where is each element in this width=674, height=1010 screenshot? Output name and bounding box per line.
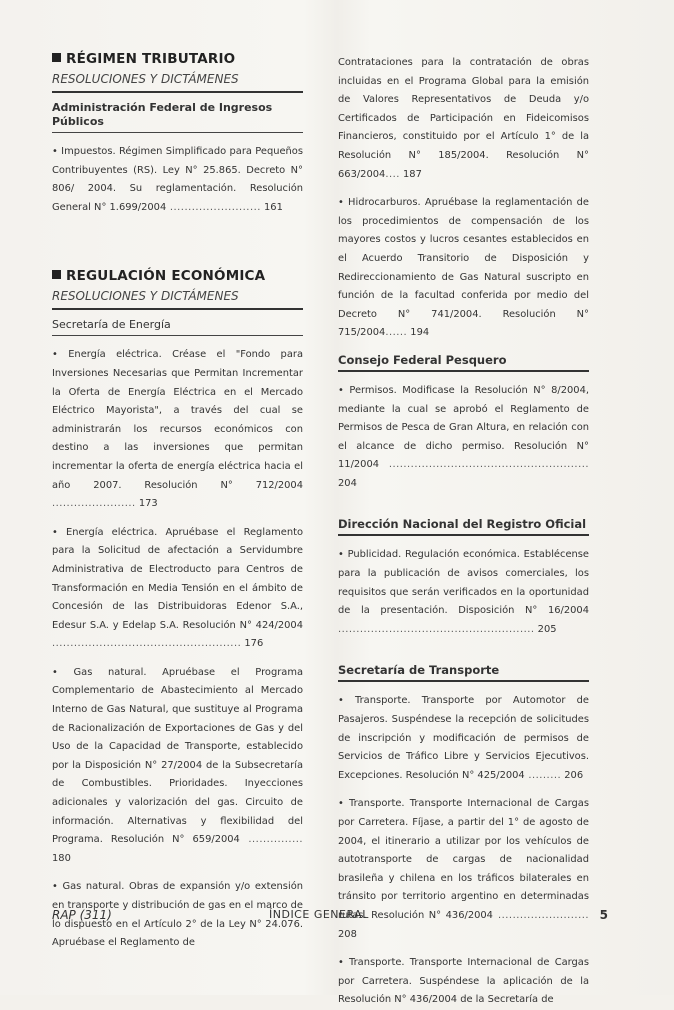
index-entry: • Gas natural. Obras de expansión y/o extensión en transporte y distribución de gas en el marco de lo dispuesto en el Artículo 2° de la Ley N° 24.076. Apruébase el Reglamento de: [52, 881, 303, 949]
footer-section-name: ÍNDICE GENERAL: [269, 908, 369, 921]
index-entry: • Transporte. Transporte por Automotor de Pasajeros. Suspéndese la recepción de solicitudes de inscripción y modificación de permisos de Servicios de Tráfico Libre y Servicios Ejecutivos. Excepciones. Resolución N° 425/2004 ......... 206: [338, 695, 589, 781]
section-subtitle: RESOLUCIONES Y DICTÁMENES: [52, 71, 303, 93]
section-subtitle: RESOLUCIONES Y DICTÁMENES: [52, 288, 303, 310]
square-bullet-icon: [52, 270, 61, 279]
square-bullet-icon: [52, 53, 61, 62]
page-number: 173: [138, 498, 158, 510]
agency-heading-energia: Secretaría de Energía: [52, 318, 303, 336]
index-entry: • Permisos. Modificase la Resolución N° 8/2004, mediante la cual se aprobó el Reglamento de Permisos de Pesca de Gran Altura, en relación con el alcance de dicho permiso. Resolución N° 11/2004 ....................................................... 204: [338, 384, 589, 489]
left-column: [52, 50, 303, 953]
index-entry: • Publicidad. Regulación económica. Establécense para la publicación de avisos comerciales, los requisitos que serán verificados en la oportunidad de la presentación. Disposición N° 16/2004 ...................................................... 205: [338, 549, 589, 635]
agency-heading-transporte: Secretaría de Transporte: [338, 663, 589, 682]
page-number: 161: [264, 201, 283, 213]
page-number: 176: [244, 638, 264, 650]
index-entry: • Transporte. Transporte Internacional de Cargas por Carretera. Fíjase, a partir del 1° de agosto de 2004, el itinerario a utilizar por los vehículos de autotransporte de cargas de nacionalidad brasileña y chilena en los tráficos bilaterales en tránsito por territorio argentino en determinadas rutas. Resolución N° 436/2004 ......................... 208: [338, 798, 589, 940]
agency-heading-pesquero: Consejo Federal Pesquero: [338, 353, 589, 372]
page-number: 208: [338, 928, 357, 940]
index-entry: • Energía eléctrica. Créase el "Fondo para Inversiones Necesarias que Permitan Incrementar la Oferta de Energía Eléctrica en el Mercado Eléctrico Mayorista", a través del cual se administrarán los recursos económicos con destino a las inversiones que permitan incrementar la oferta de energía eléctrica hacia el año 2007. Resolución N° 712/2004 ....................... 173: [52, 349, 303, 510]
page-number: 180: [52, 852, 71, 864]
page-number: 206: [564, 769, 584, 781]
footer-page-number: 5: [599, 908, 608, 922]
page-number: 194: [410, 327, 430, 339]
index-entry: • Gas natural. Apruébase el Programa Complementario de Abastecimiento al Mercado Interno de Gas Natural, que sustituye al Programa de Racionalización de Exportaciones de Gas y del Uso de la Capacidad de Transporte, establecido por la Disposición N° 27/2004 de la Subsecretaría de Combustibles. Prioridades. Inyecciones adicionales y valorización del gas. Circuito de información. Alternativas y flexibilidad del Programa. Resolución N° 659/2004 ............... 180: [52, 666, 303, 864]
index-entry: • Energía eléctrica. Apruébase el Reglamento para la Solicitud de afectación a Servidumbre Administrativa de Electroducto para Centros de Transformación en Media Tensión en el ámbito de Concesión de las Distribuidoras Edenor S.A., Edesur S.A. y Edelap S.A. Resolución N° 424/2004 .................................................... 176: [52, 526, 303, 650]
right-column: [338, 50, 589, 1010]
page-number: 205: [537, 623, 557, 635]
page-number: 187: [403, 168, 422, 180]
agency-heading-afip: Administración Federal de Ingresos Públicos: [52, 101, 303, 133]
section-title-regulacion-economica: REGULACIÓN ECONÓMICA: [52, 267, 303, 285]
index-entry: Contrataciones para la contratación de obras incluidas en el Programa Global para la emisión de Valores Representativos de Deuda y/o Certificados de Participación en Fideicomisos Financieros, constituido por el Artículo 1° de la Resolución N° 185/2004. Resolución N° 663/2004.... 187: [338, 57, 589, 180]
index-entry: • Hidrocarburos. Apruébase la reglamentación de los procedimientos de compensación de los mayores costos y lucros cesantes establecidos en el Acuerdo Transitorio de Disposición y Redireccionamiento de Gas Natural suscripto en función de la facultad conferida por medio del Decreto N° 741/2004. Resolución N° 715/2004...... 194: [338, 197, 589, 339]
index-entry: • Impuestos. Régimen Simplificado para Pequeños Contribuyentes (RS). Ley N° 25.865. Decreto N° 806/ 2004. Su reglamentación. Resolución General N° 1.699/2004 ......................... 161: [52, 146, 303, 213]
section-title-regimen-tributario: RÉGIMEN TRIBUTARIO: [52, 50, 303, 68]
index-entry: • Transporte. Transporte Internacional de Cargas por Carretera. Suspéndese la aplicación de la Resolución N° 436/2004 de la Secretaría de: [338, 957, 589, 1006]
page-footer: [52, 908, 608, 926]
page-number: 204: [338, 477, 357, 489]
footer-publication: RAP (311): [52, 908, 112, 922]
agency-heading-registro-oficial: Dirección Nacional del Registro Oficial: [338, 517, 589, 536]
